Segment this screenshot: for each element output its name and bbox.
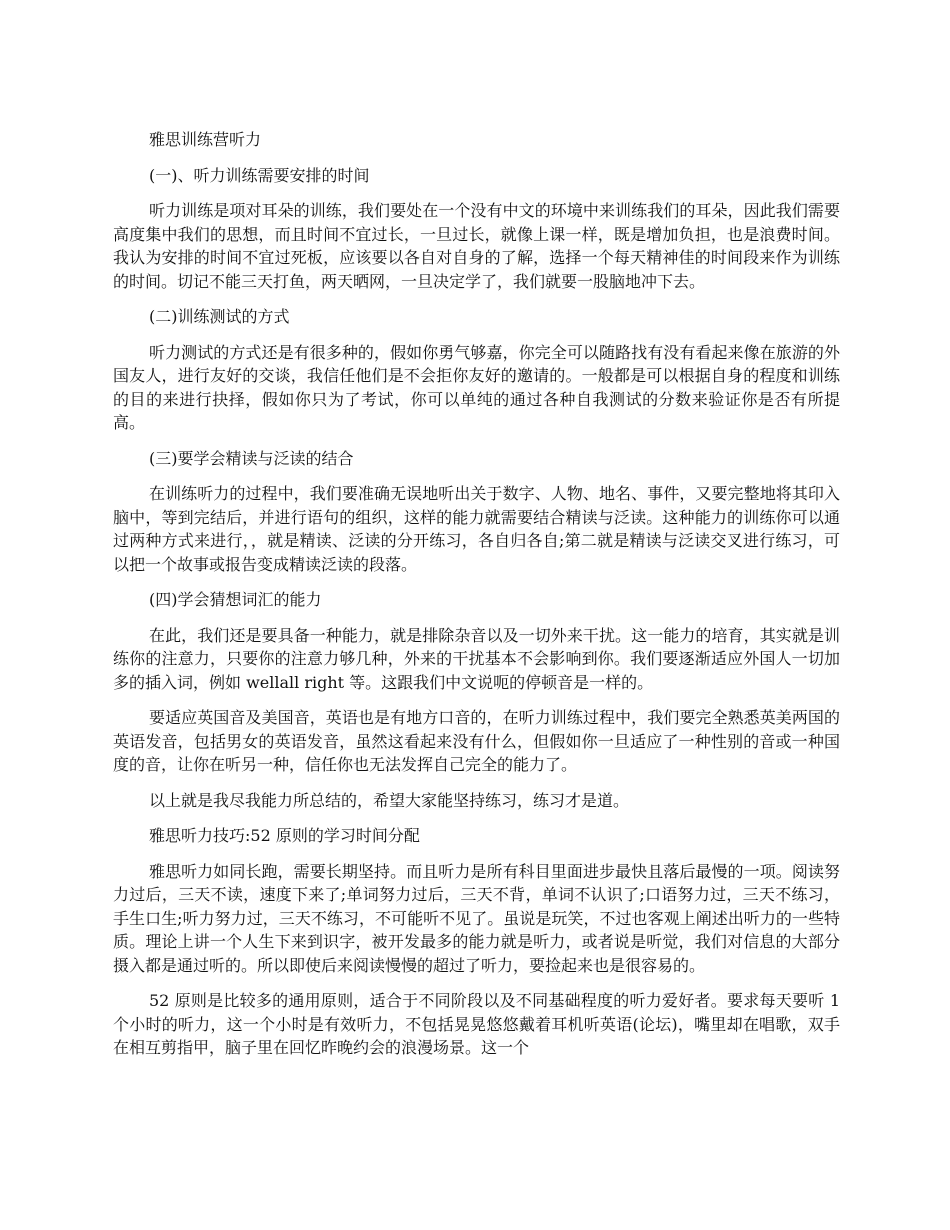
document-body <box>113 128 840 1072</box>
section-heading-2: (二)训练测试的方式 <box>149 307 290 326</box>
paragraph: 52 原则是比较多的通用原则，适合于不同阶段以及不同基础程度的听力爱好者。要求每天要听 1 个小时的听力，这一个小时是有效听力，不包括晃晃悠悠戴着耳机听英语(论坛)，嘴里却在唱歌，双手在相互剪指甲，脑子里在回忆昨晚约会的浪漫场景。这一个 <box>113 991 840 1057</box>
section-heading-3: (三)要学会精读与泛读的结合 <box>149 448 354 468</box>
paragraph: 听力测试的方式还是有很多种的，假如你勇气够嘉，你完全可以随路找有没有看起来像在旅游的外国友人，进行友好的交谈，我信任他们是不会拒你友好的邀请的。一般都是可以根据自身的程度和训练的目的来进行抉择，假如你只为了考试，你可以单纯的通过各种自我测试的分数来验证你是否有所提高。 <box>113 342 840 432</box>
section-heading-1: (一)、听力训练需要安排的时间 <box>149 165 370 185</box>
document-title: 雅思训练营听力 <box>149 130 262 149</box>
paragraph: 在训练听力的过程中，我们要准确无误地听出关于数字、人物、地名、事件，又要完整地将其印入脑中，等到完结后，并进行语句的组织，这样的能力就需要结合精读与泛读。这种能力的训练你可以通过两种方式来进行，，就是精读、泛读的分开练习，各自归各自;第二就是精读与泛读交叉进行练习，可以把一个故事或报告变成精读泛读的段落。 <box>113 484 840 574</box>
paragraph: 在此，我们还是要具备一种能力，就是排除杂音以及一切外来干扰。这一能力的培育，其实就是训练你的注意力，只要你的注意力够几种，外来的干扰基本不会影响到你。我们要逐渐适应外国人一切加多的插入词，例如 wellall right 等。这跟我们中文说呃的停顿音是一样的。 <box>113 625 840 692</box>
paragraph: 雅思听力如同长跑，需要长期坚持。而且听力是所有科目里面进步最快且落后最慢的一项。阅读努力过后，三天不读，速度下来了;单词努力过后，三天不背，单词不认识了;口语努力过，三天不练习，手生口生;听力努力过，三天不练习，不可能听不见了。虽说是玩笑，不过也客观上阐述出听力的一些特质。理论上讲一个人生下来到识字，被开发最多的能力就是听力，或者说是听觉，我们对信息的大部分摄入都是通过听的。所以即使后来阅读慢慢的超过了听力，要捡起来也是很容易的。 <box>113 861 840 975</box>
paragraph: 要适应英国音及美国音，英语也是有地方口音的，在听力训练过程中，我们要完全熟悉英美两国的英语发音，包括男女的英语发音，虽然这看起来没有什么，但假如你一旦适应了一种性别的音或一种国度的音，让你在听另一种，信任你也无法发挥自己完全的能力了。 <box>113 708 840 774</box>
paragraph: 听力训练是项对耳朵的训练，我们要处在一个没有中文的环境中来训练我们的耳朵，因此我们需要高度集中我们的思想，而且时间不宜过长，一旦过长，就像上课一样，既是增加负担，也是浪费时间。我认为安排的时间不宜过死板，应该要以各自对自身的了解，选择一个每天精神佳的时间段来作为训练的时间。切记不能三天打鱼，两天晒网，一旦决定学了，我们就要一股脑地冲下去。 <box>113 201 840 291</box>
paragraph: 以上就是我尽我能力所总结的，希望大家能坚持练习，练习才是道。 <box>149 790 630 810</box>
section-heading-4: (四)学会猜想词汇的能力 <box>149 590 322 609</box>
section-heading-5: 雅思听力技巧:52 原则的学习时间分配 <box>149 826 420 845</box>
